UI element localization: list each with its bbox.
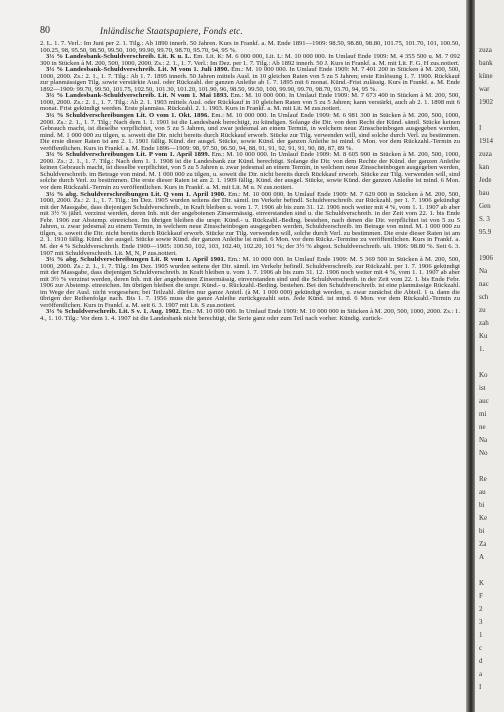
adjacent-page-fragment: bi: [479, 501, 485, 509]
entry-text: Em.: M. 10 000 000. In Umlauf Ende 1909: M. 5 369 500 in Stücken à M. 200, 500, 1000, 2000. Zs.: 2. 1., 1. 7. Tilg.: Im Dez. 1905 wurden seitens der Dir. sämtl. im Verkehr befindl. Schuldverschreib. zur Rückzahl. per 1. 7. 1906 gekündigt mit der Massgabe, dass diejenigen Schuldverschreib. in Kraft bleiben u. vom 1. 7. 1906 ab bis zum 31. 12. 1906 noch weiter mit 4 %, vom 1. 1. 1907 ab aber mit 3½ % verzinst werden, deren Inh. mit der angebotenen Zinsermässig. einverstanden sind und die Schuldverschreib. in der Zeit vom 22. 1. bis Ende Febr. 1906 zur Abstemp. einreichen. Im übrigen bleiben die urspr. Künd.- u. Rückzahl.-Beding. bestehen. Bei den Schuldverschreib. ist eine planmässige Rückzahl. im Wege der Ausl. nicht vorgesehen; bei Teilzahl. dürfen nur ganze Anteil. (à M. 1 000 000) gekündigt werden, u. zwar zunächst die Abteil. 1 u. dann die übrigen der Reihenfolge nach. Bis 1. 7. 1956 muss die ganze Anleihe zurückgezahlt sein. Jede Künd. ist mind. 6 Mon. vor dem Rückzahl.-Termin zu veröffentlichen. Kurs in Frankf. a. M. seit 6. 3. 1907 mit Lit. S zus.notiert.: [40, 256, 460, 309]
adjacent-page-fragment: kan: [479, 163, 490, 171]
adjacent-page-fragment: 1902: [479, 98, 493, 106]
entry-text: Em.: M. 10 000 000. In Umlauf Ende 1909: M. 8 605 900 in Stücken à M. 200, 500, 1000, 2000. Zs.: 2. 1., 1. 7. Tilg.: Nach dem 1. 1. 1908 ist die Landesbank zur Künd. berechtigt. Solange die Dir. von dem Rechte der Künd. der ganzen Anleihe keinen Gebrauch macht, ist dieselbe verpflichtet, von 5 zu 5 Jahren u. zwar jedesmal an einem Termin, in welchem neue Zinsscheinbogen ausgegeben werden, Schuldverschreib. im Betrage von mind. M. 1 000 000 zu tilgen, u. soweit die Dir. nicht bereits durch Rückkauf erworb. Stücke zur Tilg. verwenden will, sind solche durch Verl. zu bestimmen. Die erste dieser Raten ist am 2. 1. 1909 fällig. Künd. der ausgel. Stücke, sowie Künd. der ganzen Anleihe ist mind. 6 Mon. vor dem Rückzahl.-Termin zu veröffentlichen. Kurs in Frankf. a. M. mit Lit. M u. N zus.notiert.: [40, 151, 460, 192]
adjacent-page-fragment: bi: [479, 527, 485, 535]
adjacent-page-fragment: bau: [479, 189, 490, 197]
adjacent-page-fragment: Ke: [479, 514, 488, 522]
entry-text: Em.: M. 10 000 000. In Umlauf Ende 1909: M. 7 673 400 in Stücken à M. 200, 500, 1000, 2000. Zs.: 2. 1., 1. 7. Tilg.: Ab 2. 1. 1903 mittels Ausl. oder Rückkauf in 10 gleichen Raten von 5 zu 5 Jahren; kann verstärkt, auch ab 2. 1. 1898 mit 6 monat. Frist gekündigt werden. Erste planmäss. Rückzahl. 2. 1. 1903. Kurs in Frankf. a. M. mit Lit. M zus.notiert.: [40, 92, 460, 113]
adjacent-page-fragment: zu: [479, 306, 486, 314]
adjacent-page-fragment: No: [479, 449, 488, 457]
adjacent-page-fragment: Za: [479, 540, 487, 548]
adjacent-page-fragment: A: [479, 553, 485, 561]
page-header: [40, 25, 460, 37]
adjacent-page-fragment: K: [479, 579, 485, 587]
adjacent-page-fragment: 1.: [479, 345, 485, 353]
adjacent-page-fragment: 1906: [479, 254, 493, 262]
page-number: 80: [40, 25, 50, 36]
adjacent-page-fragment: S. 3: [479, 215, 490, 223]
adjacent-page-fragment: I: [479, 683, 482, 691]
adjacent-page-fragment: a: [479, 670, 483, 678]
entry-paragraph: [40, 257, 460, 309]
page-body: [40, 41, 460, 323]
adjacent-page-fragment: 95.9: [479, 228, 492, 236]
adjacent-page-fragment: mi: [479, 410, 487, 418]
adjacent-page-fragment: zuza: [479, 46, 492, 54]
adjacent-page-fragment: Jede: [479, 176, 492, 184]
entry-paragraph: [40, 152, 460, 191]
entry-title: 3½ % abg. Schuldverschreibungen Lit. Q vom 1. April 1900.: [46, 190, 226, 198]
entry-paragraph: [40, 93, 460, 113]
adjacent-page-fragment: Na: [479, 436, 488, 444]
entry-title: 3½ % Landesbank-Schuldverschreib. Lit. M vom 1. Juli 1890.: [46, 66, 230, 74]
adjacent-page-fragment: I: [479, 124, 482, 132]
entry-paragraph: [40, 67, 460, 93]
entry-title: 3½ % abg. Schuldverschreibungen Lit. R vom 1. April 1901.: [46, 256, 226, 264]
adjacent-page-fragment: Gen: [479, 202, 491, 210]
adjacent-page-fragment: 2: [479, 605, 483, 613]
adjacent-page-fragment: 3: [479, 618, 483, 626]
adjacent-page-fragment: c: [479, 644, 483, 652]
adjacent-page-fragment: war: [479, 85, 490, 93]
entry-paragraph: 2. L. 1. 7. Verl.: Im Juni per 2. 1. Tilg.: Ab 1890 innerh. 50 Jahren. Kurs in Frankf. a. M. Ende 1891—1909: 98.50, 98.80, 98.80, 101.75, 101.70, 101, 100.50, 100.25, 98, 95.50, 98.50, 99.50, 100, 99.90, 99.70, 98.70, 95.70, 94, 95 %.: [40, 40, 460, 54]
adjacent-page-fragment: ist: [479, 384, 486, 392]
entry-title: 3½ % Schuldverschreibungen Lit. O vom 1. Okt. 1896.: [46, 112, 210, 120]
entry-text: Em.: M. 10 000 000. In Umlauf Ende 1909: M. 7 629 000 in Stücken à M. 200, 500, 1000, 2000. Zs.: 2. 1., 1. 7. Tilg.: Im Dez. 1905 wurden seitens der Dir. sämtl. im Verkehr befindl. Schuldverschreib. zur Rückzahl. per 1. 7. 1906 gekündigt mit der Massgabe, dass diejenigen Schuldverschreib., in Kraft bleiben u. vom 1. 7. 1906 ab bis zum 31. 12. 1906 noch weiter mit 4 %, vom 1. 1. 1907 ab aber mit 3½ % jährl. verzinst werden, deren Inh. mit der angebotenen Zinsermässig. einverstanden sind u. die Schuldverschreib. in der Zeit vom 22. 1. bis Ende Febr. 1906 zur Abstemp. einreichen. Im übrigen bleiben die urspr. Künd.- u. Rückzahl.-Beding. bestehen, nach denen die Dir. verpflichtet ist von 5 zu 5 Jahren, u. zwar jedesmal zu einem Termin, in welchem neue Zinsscheinbogen ausgegeben werden, Schuldverschreib. im Betrage von mind. M. 1 000 000 zu tilgen, u. soweit die Dir. nicht bereits durch Rückkauf erworb. Stücke zur Tilg. verwenden will, solche durch Verl. zu bestimmen. Die erste dieser Raten ist am 2. 1. 1910 fällig. Künd. der ausgel. Stücke sowie Künd. der ganzen Anleihe ist mind. 6 Mon. vor dem Rückz.-Termine zu veröffentlichen. Kurs in Frankf. a. M. der 4 % Schuldverschreib. Ende 1900—1905: 100.50, 102, 103, 102.40, 102.20, 101 %; der 3½ % abgest. Schuldverschreib. ult. 1906: 98.80 %. Seit 6. 3. 1907 mit Schuldverschreib. Lit. M, N, P zus.notiert.: [40, 190, 460, 257]
book-gutter: [466, 0, 475, 712]
adjacent-page-fragment: Re: [479, 475, 487, 483]
entry-title: 3½ % Schuldverschreibungen Lit. P vom 1. April 1899.: [46, 151, 210, 159]
adjacent-page-fragment: zah: [479, 319, 489, 327]
entry-text: Em.: M. 10 000 000. In Umlauf Ende 1909: M. 6 981 300 in Stücken à M. 200, 500, 1000, 2000. Zs.: 2. 1., 1. 7. Tilg.: Nach dem 1. 1. 1901 ist die Landesbank berechtigt, zu kündigen. Solange die Dir. von dem Recht der Künd. sämtl. Stücke keinen Gebrauch macht, ist dieselbe verpflichtet, von 5 zu 5 Jahren, und zwar jedesmal an einem Termin, in welchem neue Zinsscheinbogen ausgegeben werden, mind. M. 1 000 000 zu tilgen, u. soweit die Dir. nicht bereits durch Rückkauf erworb. Stücke zur Tilg. verwenden will, sind solche durch Verl. zu bestimmen. Die erste dieser Raten ist am 2. 1. 1901 fällig. Künd. der ausgel. Stücke, sowie Künd. der ganzen Anleihe ist mind. 6 Mon. vor dem Rückzahl.-Termin zu veröffentlichen. Kurs in Frankf. a. M. Ende 1896—1909: 98, 97.50, 96.50, 94, 88, 91, 91, 92, 91, 91, 90, 88, 87, 89 %.: [40, 112, 461, 152]
entry-paragraph: [40, 113, 460, 152]
entry-paragraph: [40, 192, 460, 257]
adjacent-page-fragment: bank: [479, 59, 493, 67]
adjacent-page-fragment: F: [479, 592, 483, 600]
adjacent-page-fragment: 1914: [479, 137, 493, 145]
adjacent-page-fragment: 1: [479, 631, 483, 639]
entry-text: Em.: M. 10 000 000. In Umlauf Ende 1909: M. 10 000 000 in Stücken à M. 200, 500, 1000, 2000. Zs.: 1. 4., 1. 10. Tilg.: Vor dem 1. 4. 1907 ist die Landesbank nicht berechtigt, die Serie ganz oder zum Teil nach vorher. Kündig. zurück-: [40, 308, 461, 322]
adjacent-page-fragment: sch: [479, 293, 489, 301]
adjacent-page-fragment: Na: [479, 267, 488, 275]
running-head: Inländische Staatspapiere, Fonds etc.: [100, 26, 243, 36]
adjacent-page-fragment: au: [479, 488, 486, 496]
adjacent-page-fragment: Ku: [479, 332, 488, 340]
entry-title: 3½ % Landesbank-Schuldverschreib. Lit. K u. L.: [46, 53, 192, 61]
adjacent-page-fragment: Ko: [479, 371, 488, 379]
adjacent-page-fragment: küne: [479, 72, 493, 80]
entry-text: Em.: M. 10 000 000. In Umlauf Ende 1909: M. 7 401 200 in Stücken à M. 200, 500, 1000, 2000. Zs.: 2. 1., 1. 7. Tilg.: Ab 1. 7. 1895 innerh. 50 Jahren mittels Ausl. in 10 gleichen Raten von 5 zu 5 Jahren; erste Einlösung 1. 7. 1900. Rückkauf zur planmässigen Tilg. sowie verstärkte Ausl. oder Rückzahl. der ganzen Anleihe ab 1. 7. 1895 mit 6 monat. Künd.-Frist zulässig. Kurs in Frankf. a. M. Ende 1892—1909: 99.70, 99.50, 101.75, 102.50, 101.30, 101.20, 101.90, 96, 98.50, 99.50, 100, 99.90, 99.70, 98.70, 93.70, 94, 95 %.: [40, 66, 460, 93]
entry-title: 3½ % Landesbank-Schuldverschreib. Lit. N vom 1. Mai 1893.: [46, 92, 229, 100]
entry-text: Em. Lit. K: M. 6 000 000, Lit. L: M. 10 000 000. In Umlauf Ende 1909: M. 4 355 500 u. M. 7 092 300 in Stücken à M. 200, 500, 1000, 2000. Zs.: 2. 1., 1. 7. Verl.: Im Dez. per 1. 7. Tilg.: Ab 1892 innerh. 50 J. Kurs in Frankf. a. M. mit Lit. F. G. H zus.notiert.: [40, 53, 460, 67]
adjacent-page-fragment: ne: [479, 423, 486, 431]
adjacent-page-fragment: auc: [479, 397, 489, 405]
adjacent-page-fragment: nac: [479, 280, 489, 288]
adjacent-page-edge: [475, 0, 504, 712]
entry-paragraph: [40, 309, 460, 322]
adjacent-page-fragment: d: [479, 657, 483, 665]
entry-title: 3½ % Schuldverschreib. Lit. S v. 1. Aug. 1902.: [46, 308, 181, 316]
adjacent-page-fragment: zuza: [479, 150, 492, 158]
